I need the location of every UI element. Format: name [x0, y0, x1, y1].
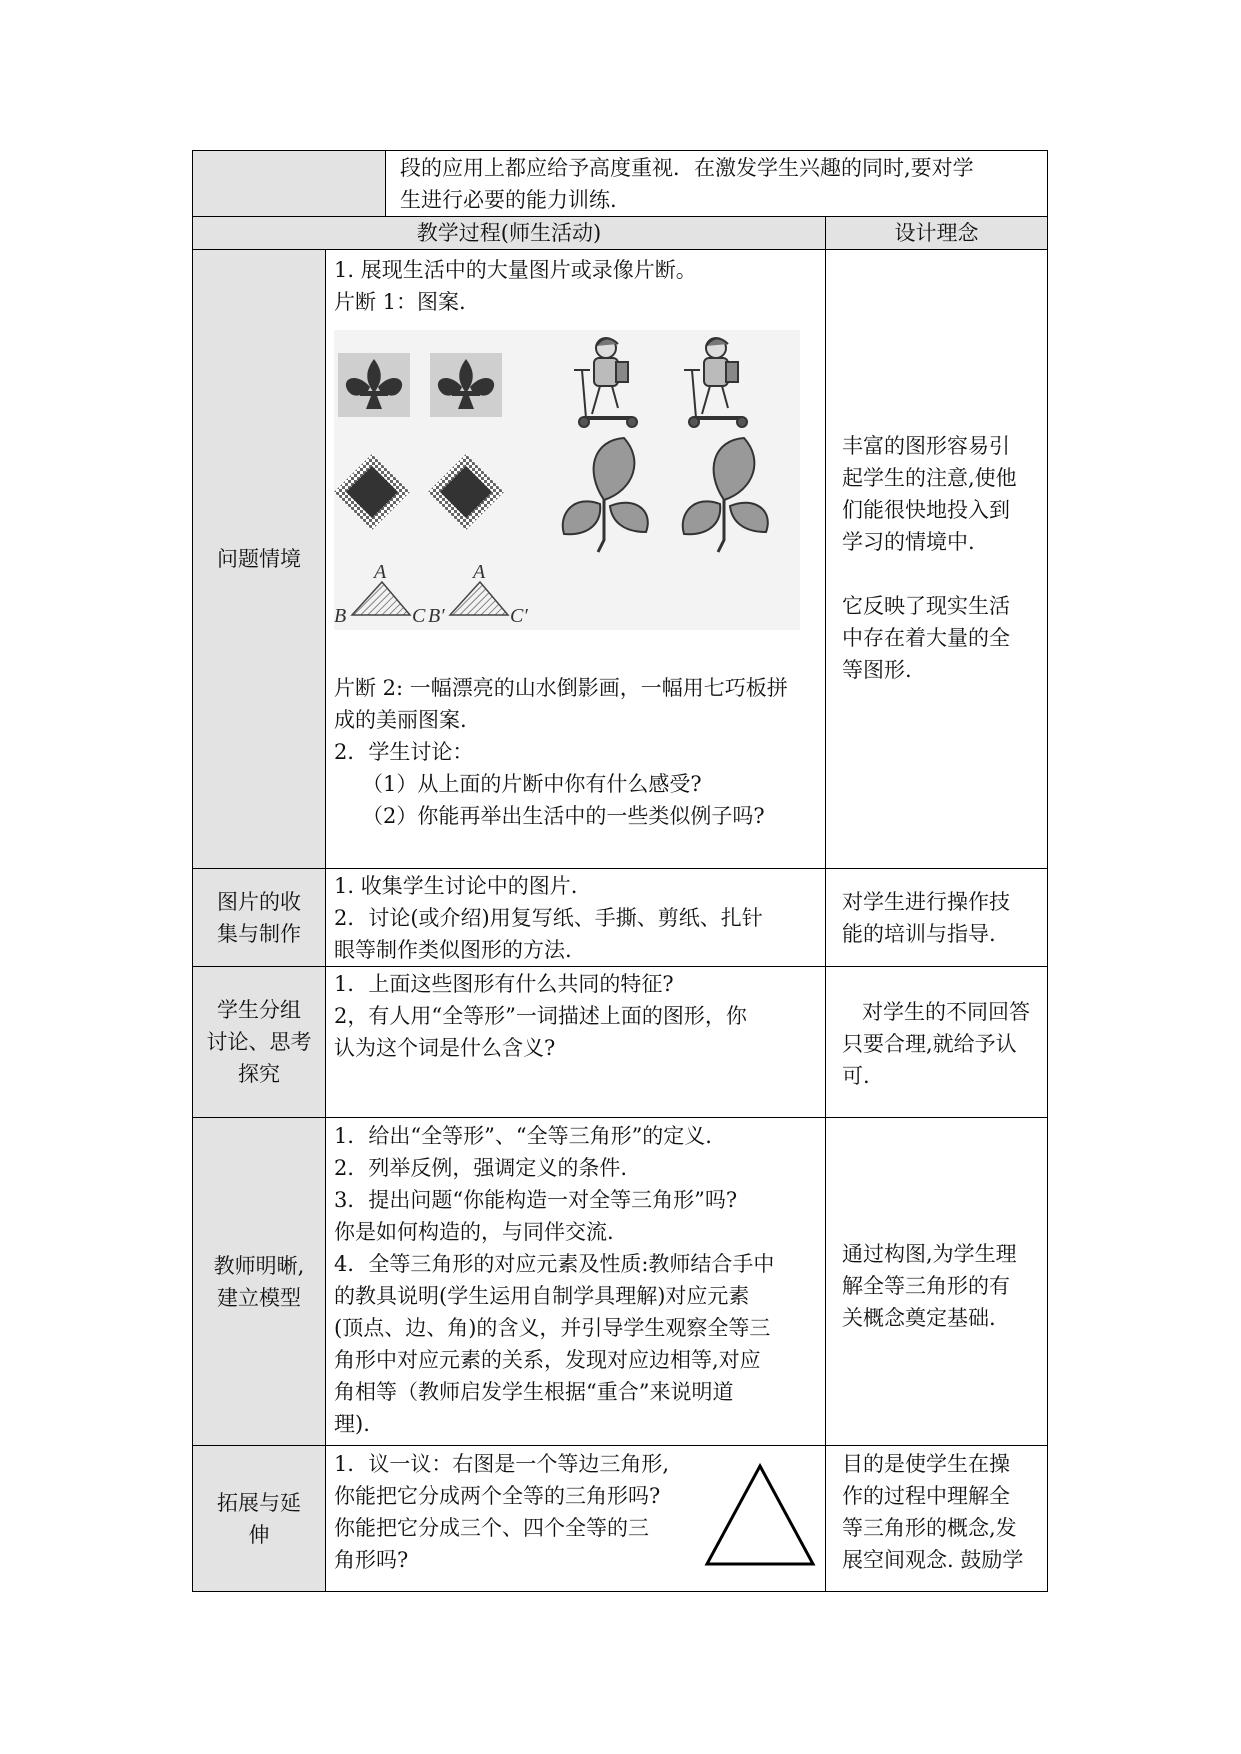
text-line: 认为这个词是什么含义? [334, 1036, 556, 1060]
concept-cell [842, 1238, 1042, 1334]
text-line: 4．全等三角形的对应元素及性质:教师结合手中 [334, 1252, 775, 1276]
stage-label [193, 869, 325, 966]
text-line: 对学生的不同回答 [862, 1000, 1030, 1024]
text-line: 3．提出问题“你能构造一对全等三角形”吗? [334, 1188, 738, 1212]
stage-text: 伸 [248, 1522, 270, 1547]
text-line [842, 558, 1042, 590]
fleur-de-lis-icon [338, 353, 410, 417]
text-line: 1. 展现生活中的大量图片或录像片断。 [334, 258, 697, 282]
text-line: 片断 2: 一幅漂亮的山水倒影画，一幅用七巧板拼 [334, 676, 788, 700]
process-cell [334, 254, 822, 318]
text-line: 学习的情境中. [842, 530, 975, 554]
equilateral-triangle-figure [700, 1460, 820, 1570]
stage-text: 讨论、思考 [206, 1030, 312, 1054]
vertex-label: B [334, 605, 347, 627]
stage-text: 图片的收 [217, 889, 301, 914]
process-cell [334, 968, 822, 1064]
text-line: 1．给出“全等形”、“全等三角形”的定义. [334, 1124, 712, 1148]
vertex-label: C′ [510, 605, 528, 627]
text-line: 段的应用上都应给予高度重视．在激发学生兴趣的同时,要对学 [400, 156, 974, 180]
process-cell [334, 1448, 694, 1576]
text-line: 角相等（教师启发学生根据“重合”来说明道 [334, 1380, 734, 1404]
text-line: 1. 收集学生讨论中的图片. [334, 874, 578, 898]
stage-text: 学生分组 [217, 998, 301, 1022]
concept-cell [842, 886, 1042, 950]
text-line: 目的是使学生在操 [842, 1452, 1010, 1476]
text-line: 起学生的注意,使他 [842, 466, 1017, 490]
text-line: 2．学生讨论： [334, 740, 474, 764]
vertex-label: B′ [428, 605, 445, 627]
vertex-label: A [374, 561, 387, 583]
stage-text: 集与制作 [217, 921, 301, 946]
text-line: 能的培训与指导. [842, 922, 996, 946]
fleur-de-lis-icon [430, 353, 502, 417]
table-border-bottom [192, 1591, 1048, 1592]
text-line: （2）你能再举出生活中的一些类似例子吗? [362, 804, 765, 828]
text-line: 2，有人用“全等形”一词描述上面的图形，你 [334, 1004, 747, 1028]
text-line: 角形吗? [334, 1548, 409, 1572]
stage-label [193, 1446, 325, 1591]
text-line: 只要合理,就给予认 [842, 1032, 1017, 1056]
col-divider [825, 216, 826, 1592]
process-cell [334, 1120, 822, 1440]
text-line: 生进行必要的能力训练. [400, 188, 617, 212]
text-line: 通过构图,为学生理 [842, 1242, 1017, 1266]
text-line: 可. [842, 1064, 870, 1088]
text-line: 们能很快地投入到 [842, 498, 1010, 522]
header-process: 教学过程(师生活动) [416, 220, 602, 245]
text-line: 1．议一议：右图是一个等边三角形, [334, 1452, 670, 1476]
text-line: 解全等三角形的有 [842, 1274, 1010, 1298]
text-line: 你是如何构造的，与同伴交流. [334, 1220, 614, 1244]
stage-label [193, 1118, 325, 1445]
concept-cell [842, 996, 1042, 1092]
process-cell-continued [334, 672, 822, 832]
text-line: (顶点、边、角)的含义，并引导学生观察全等三 [334, 1316, 771, 1340]
stage-text: 拓展与延 [217, 1490, 301, 1515]
text-line: 对学生进行操作技 [842, 890, 1010, 914]
text-line: 它反映了现实生活 [842, 594, 1010, 618]
text-line: 的教具说明(学生运用自制学具理解)对应元素 [334, 1284, 750, 1308]
text-line: 你能把它分成三个、四个全等的三 [334, 1516, 649, 1540]
text-line: 眼等制作类似图形的方法. [334, 938, 572, 962]
text-line: 理). [334, 1412, 370, 1436]
pattern-figure [334, 330, 800, 630]
text-line: 等三角形的概念,发 [842, 1516, 1017, 1540]
text-line: 关概念奠定基础. [842, 1306, 996, 1330]
process-cell [334, 870, 822, 966]
text-line: 2．讨论(或介绍)用复写纸、手撕、剪纸、扎针 [334, 906, 763, 930]
text-line: （1）从上面的片断中你有什么感受? [362, 772, 702, 796]
table-border-right [1047, 150, 1048, 1592]
text-line: 角形中对应元素的关系，发现对应边相等,对应 [334, 1348, 761, 1372]
text-line: 等图形. [842, 658, 912, 682]
header-concept: 设计理念 [894, 220, 979, 245]
concept-cell [842, 430, 1042, 686]
stage-label [193, 250, 325, 868]
stage-text: 教师明晰, [213, 1253, 305, 1278]
text-line: 你能把它分成两个全等的三角形吗? [334, 1484, 661, 1508]
text-line: 丰富的图形容易引 [842, 434, 1010, 458]
vertex-label: A [473, 561, 486, 583]
stage-text: 建立模型 [217, 1285, 301, 1310]
concept-cell [842, 1448, 1042, 1576]
stage-label [193, 967, 325, 1117]
text-line: 1．上面这些图形有什么共同的特征? [334, 972, 674, 996]
pattern-image [334, 330, 800, 630]
stage-text: 探究 [238, 1062, 280, 1086]
stage-text: 问题情境 [217, 547, 301, 571]
text-line: 展空间观念. 鼓励学 [842, 1548, 1024, 1572]
vertex-label: C [412, 605, 426, 627]
top-row-text [400, 151, 1045, 216]
text-line: 片断 1：图案. [334, 290, 466, 314]
col-divider [385, 150, 386, 216]
text-line: 2．列举反例，强调定义的条件. [334, 1156, 628, 1180]
equilateral-triangle-icon [700, 1460, 820, 1570]
text-line: 作的过程中理解全 [842, 1484, 1010, 1508]
text-line: 成的美丽图案. [334, 708, 467, 732]
text-line: 中存在着大量的全 [842, 626, 1010, 650]
col-divider [325, 249, 326, 1592]
